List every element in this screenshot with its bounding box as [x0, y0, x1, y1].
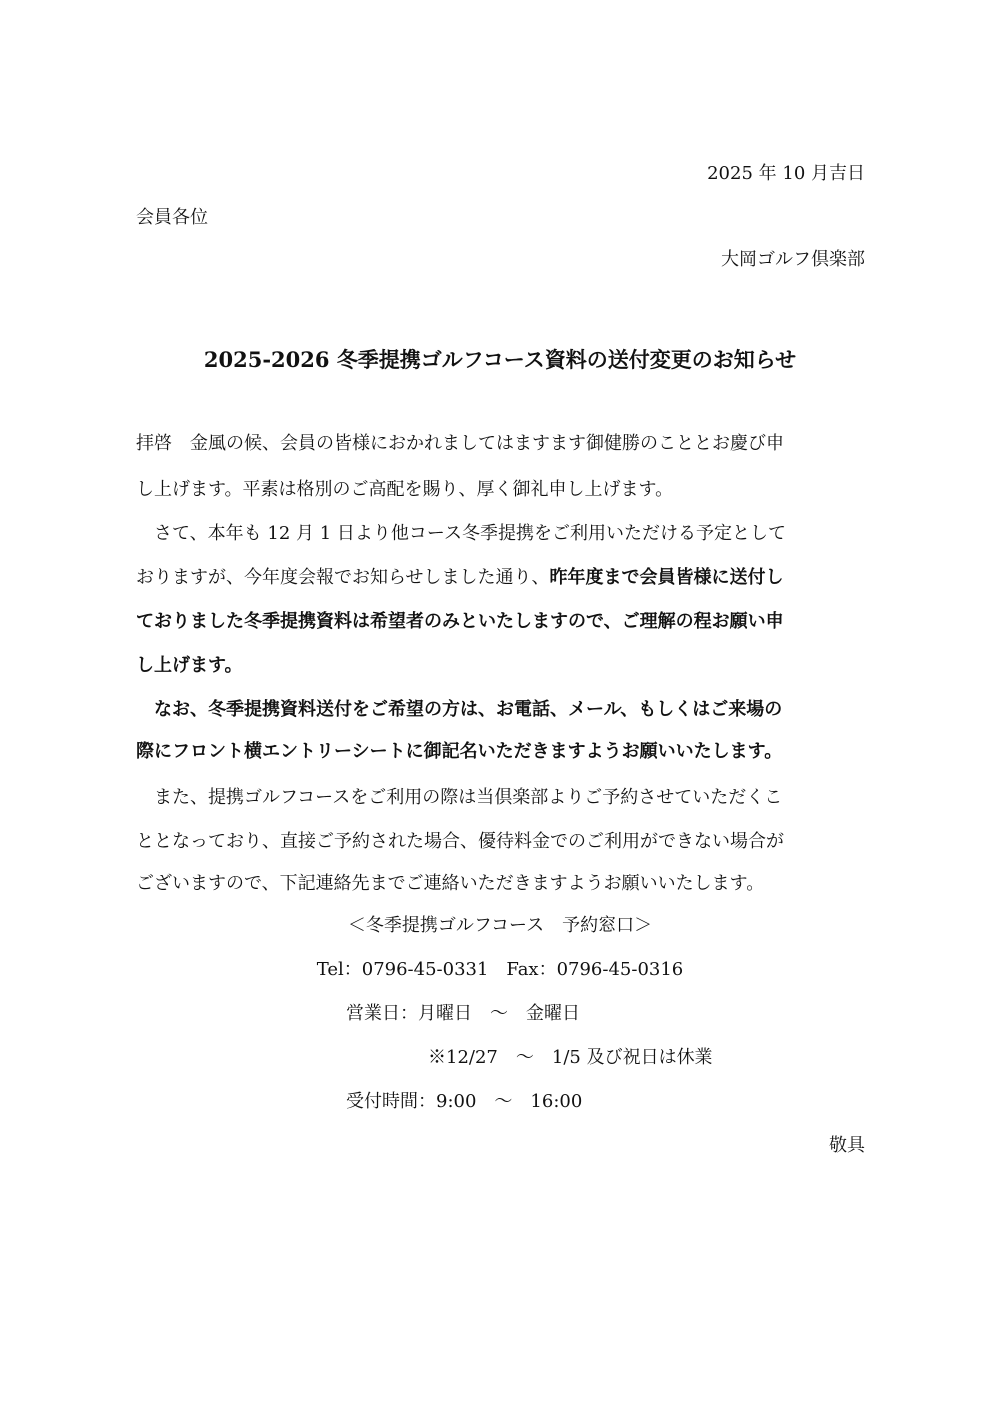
body-line-1: 拝啓 金風の候、会員の皆様におかれましてはますます御健勝のこととお慶び申	[136, 433, 784, 454]
contact-business-days: 営業日：月曜日 ～ 金曜日	[346, 1003, 580, 1024]
sender-name: 大岡ゴルフ倶楽部	[721, 249, 865, 270]
letter-date: 2025 年 10 月吉日	[707, 163, 865, 184]
body-line-11: ございますので、下記連絡先までご連絡いただきますようお願いいたします。	[136, 873, 765, 894]
contact-hours: 受付時間：9:00 ～ 16:00	[346, 1091, 583, 1112]
body-line-3: さて、本年も 12 月 1 日より他コース冬季提携をご利用いただける予定として	[136, 523, 786, 544]
closing-salutation: 敬具	[829, 1135, 865, 1156]
contact-holiday-note: ※12/27 ～ 1/5 及び祝日は休業	[428, 1047, 713, 1068]
body-line-4-emphasis: 昨年度まで会員皆様に送付し	[549, 567, 784, 588]
body-line-4-normal: おりますが、今年度会報でお知らせしました通り、	[136, 567, 550, 588]
contact-phone-fax: Tel：0796-45-0331 Fax：0796-45-0316	[316, 959, 684, 980]
body-line-8: 際にフロント横エントリーシートに御記名いただきますようお願いいたします。	[136, 741, 783, 762]
body-line-6: し上げます。	[136, 655, 243, 676]
body-line-2: し上げます。平素は格別のご高配を賜り、厚く御礼申し上げます。	[136, 479, 674, 500]
body-line-7: なお、冬季提携資料送付をご希望の方は、お電話、メール、もしくはご来場の	[136, 699, 783, 720]
body-line-9: また、提携ゴルフコースをご利用の際は当倶楽部よりご予約させていただくこ	[136, 787, 783, 808]
body-line-10: ととなっており、直接ご予約された場合、優待料金でのご利用ができない場合が	[136, 831, 784, 852]
body-line-4	[136, 566, 783, 590]
letter-title: 2025-2026 冬季提携ゴルフコース資料の送付変更のお知らせ	[203, 347, 797, 372]
body-line-5: ておりました冬季提携資料は希望者のみといたしますので、ご理解の程お願い申	[136, 611, 784, 632]
recipient: 会員各位	[136, 207, 208, 228]
contact-heading: ＜冬季提携ゴルフコース 予約窓口＞	[347, 915, 653, 936]
